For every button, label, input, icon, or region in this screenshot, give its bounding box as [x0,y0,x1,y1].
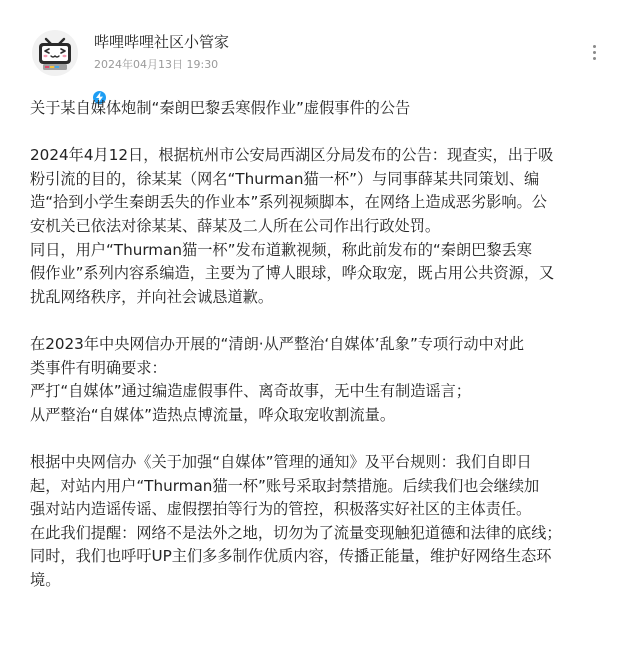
post-timestamp: 2024年04月13日 19:30 [94,58,219,71]
body-line: 强对站内造谣传谣、虚假摆拍等行为的管控，积极落实好社区的主体责任。 [30,500,532,519]
announcement-title: 关于某自媒体炮制“秦朗巴黎丢寒假作业”虚假事件的公告 [30,99,411,117]
paragraph-gap [30,309,608,333]
more-options-button[interactable] [584,40,604,64]
body-line: 根据中央网信办《关于加强“自媒体”管理的通知》及平台规则：我们自即日 [30,452,532,471]
body-line: 严打“自媒体”通过编造虚假事件、离奇故事，无中生有制造谣言； [30,382,471,401]
body-line: 同时，我们也呼吁UP主们多多制作优质内容，传播正能量，维护好网络生态环 [30,547,552,566]
body-line: 2024年4月12日，根据杭州市公安局西湖区分局发布的公告：现查实，出于吸 [30,146,554,165]
post-header [0,0,624,90]
body-line: 境。 [30,570,61,589]
body-line: 从严整治“自媒体”造热点博流量，哗众取宠收割流量。 [30,405,396,424]
avatar[interactable] [31,29,79,77]
body-line: 造“拾到小学生秦朗丢失的作业本”系列视频脚本，在网络上造成恶劣影响。公 [30,193,547,212]
body-line: 在此我们提醒：网络不是法外之地，切勿为了流量变现触犯道德和法律的底线； [30,523,562,542]
post-body [30,97,608,592]
body-line: 同日，用户“Thurman猫一杯”发布道歉视频，称此前发布的“秦朗巴黎丢寒 [30,240,532,259]
body-line: 粉引流的目的，徐某某（网名“Thurman猫一杯”）与同事薛某共同策划、编 [30,169,540,188]
paragraph-gap [30,427,608,451]
body-line: 假作业”系列内容系编造，主要为了博人眼球，哗众取宠，既占用公共资源，又 [30,264,555,283]
bilibili-tv-mascot-icon [31,29,79,77]
vertical-ellipsis-icon [593,45,596,48]
body-line: 类事件有明确要求： [30,358,167,377]
body-line: 在2023年中央网信办开展的“清朗·从严整治‘自媒体’乱象”专项行动中对此 [30,334,525,353]
body-line: 起，对站内用户“Thurman猫一杯”账号采取封禁措施。后续我们也会继续加 [30,476,540,495]
body-line: 安机关已依法对徐某某、薛某及二人所在公司作出行政处罚。 [30,216,441,235]
author-name[interactable]: 哔哩哔哩社区小管家 [94,33,230,51]
body-line: 扰乱网络秩序，并向社会诚恳道歉。 [30,287,273,306]
paragraph-gap [30,121,608,145]
